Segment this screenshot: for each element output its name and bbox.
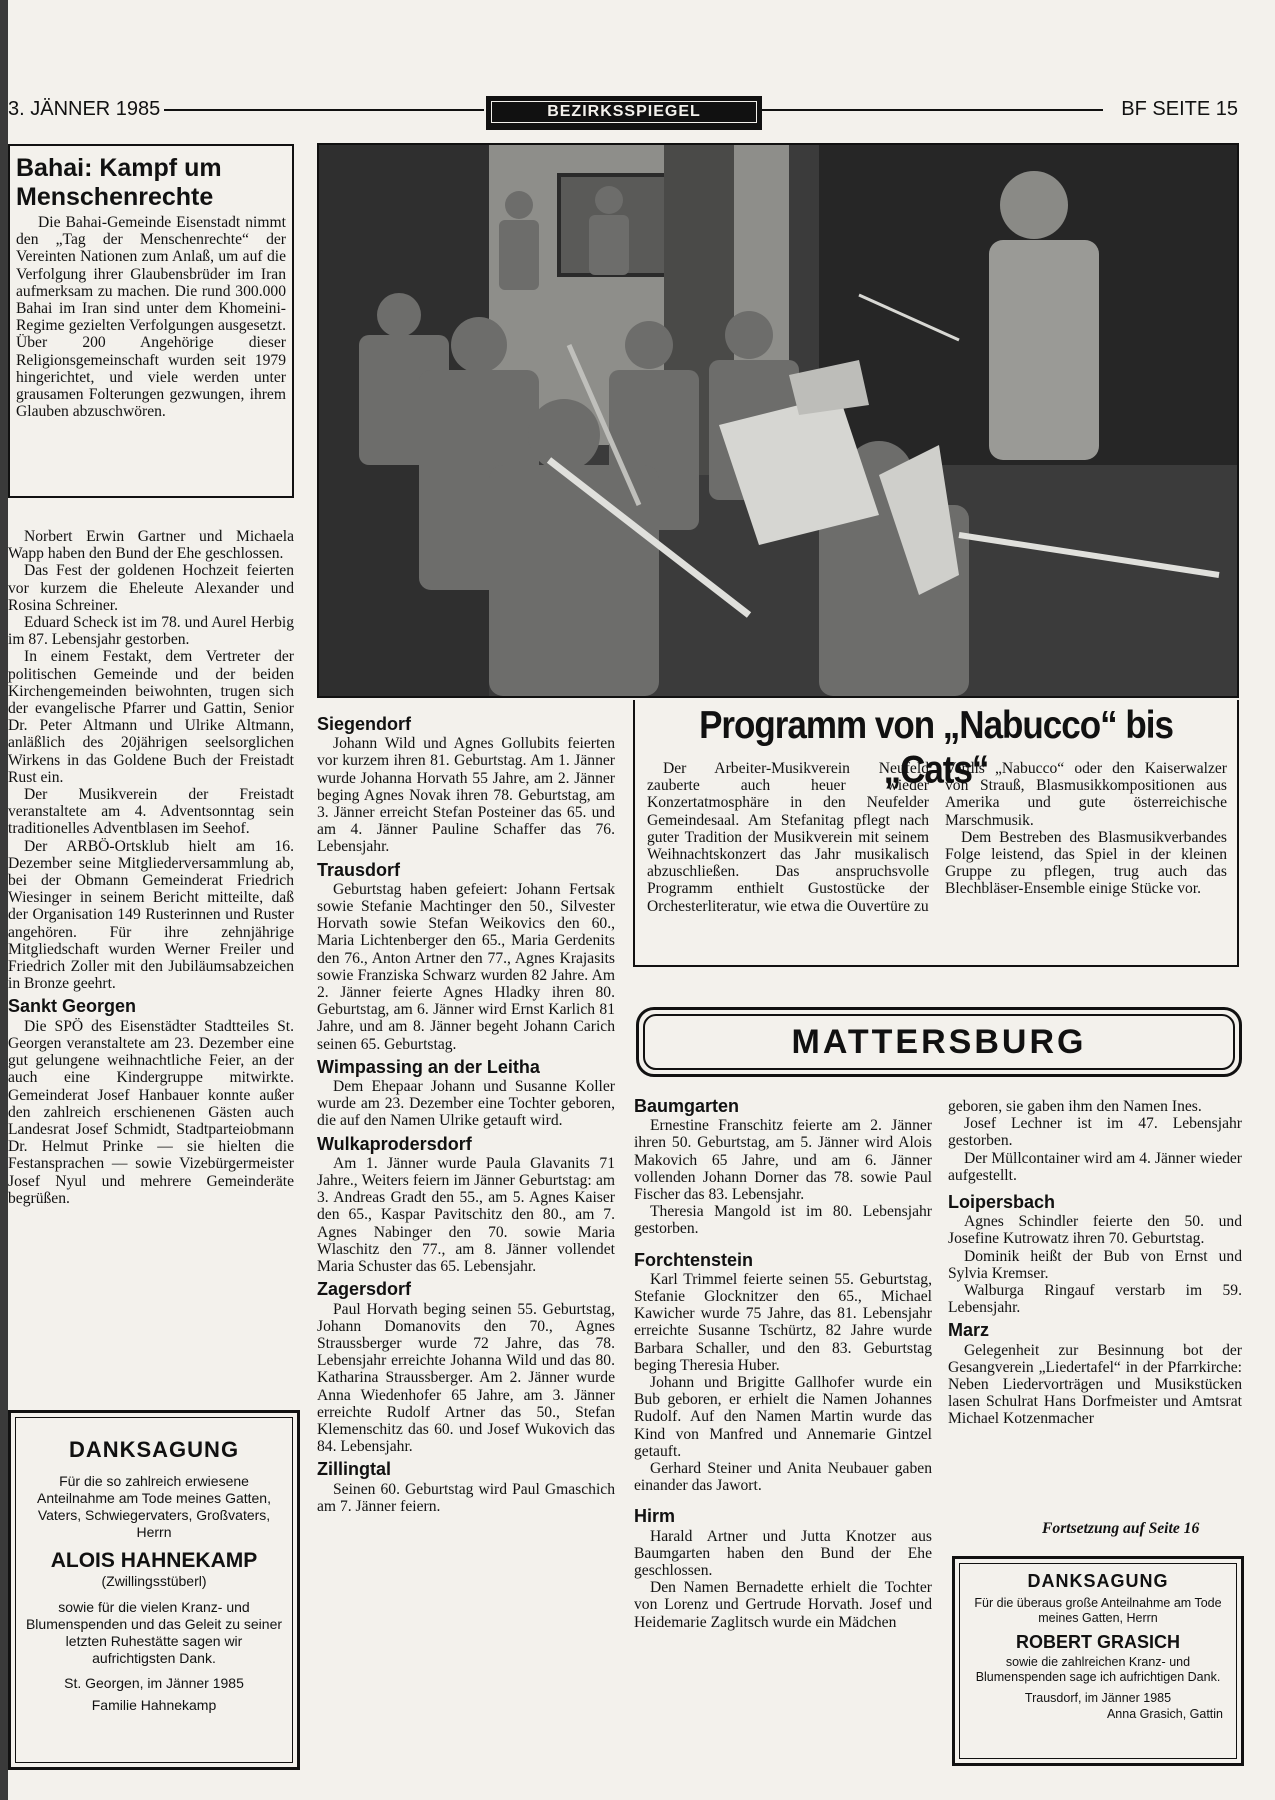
mattersburg-banner — [636, 1007, 1242, 1077]
news-item: Theresia Mangold ist im 80. Lebensjahr gestorben. — [634, 1203, 932, 1238]
danksagung-text: Für die überaus große Anteilnahme am Tode meines Gatten, Herrn — [974, 1596, 1222, 1625]
danksagung-text: Für die so zahlreich erwiesene Anteilnahme am Tode meines Gatten, Vaters, Schwiegervaters, Großvaters, Herrn — [37, 1473, 271, 1540]
news-item: Der Musikverein der Freistadt veranstaltete am 4. Adventsonntag sein traditionelles Adventblasen im Seehof. — [8, 786, 294, 838]
news-item: Josef Lechner ist im 47. Lebensjahr gestorben. — [948, 1115, 1242, 1150]
news-item: Die SPÖ des Eisenstädter Stadtteiles St. Georgen veranstaltete am 23. Dezember eine gut gelungene weihnachtliche Feier, an der auch eine Kindergruppe mitwirkte. Gemeinderat Josef Hanbauer konnte außer den zahlreich erschienenen Gästen auch Landesrat Josef Schmidt, Stadtparteiobmann Dr. Helmut Prinke — sie hielten die Festansprachen — sowie Vizebürgermeister Josef Nyul und mehrere Gemeinderäte begrüßen. — [8, 1017, 294, 1207]
news-item: Seinen 60. Geburtstag wird Paul Gmaschich am 7. Jänner feiern. — [317, 1480, 615, 1515]
section-heading: Loipersbach — [948, 1192, 1056, 1213]
news-item: Harald Artner und Jutta Knotzer aus Baumgarten haben den Bund der Ehe geschlossen. — [634, 1527, 932, 1580]
section-heading: Zillingtal — [317, 1459, 391, 1480]
news-item: Walburga Ringauf verstarb im 59. Lebensjahr. — [948, 1282, 1242, 1317]
news-item: geboren, sie gaben ihm den Namen Ines. — [948, 1098, 1202, 1115]
section-label-box — [486, 96, 762, 130]
nabucco-article — [633, 700, 1239, 967]
nabucco-headline: Programm von „Nabucco“ bis „Cats“ — [699, 703, 1173, 792]
news-item: Dominik heißt der Bub von Ernst und Sylvia Kremser. — [948, 1247, 1242, 1282]
deceased-name: ALOIS HAHNEKAMP — [50, 1549, 258, 1572]
mattersburg-column-1 — [634, 1098, 932, 1631]
middle-column — [317, 716, 615, 1515]
deceased-name: ROBERT GRASICH — [1015, 1632, 1180, 1652]
section-heading: Wulkaprodersdorf — [317, 1133, 472, 1154]
left-column — [8, 528, 294, 1207]
danksagung-title: DANKSAGUNG — [1027, 1571, 1169, 1591]
bahai-body: Die Bahai-Gemeinde Eisenstadt nimmt den „Tag der Menschenrechte“ der Vereinten Nationen zum Anlaß, um auf die Verfolgung ihrer Glaubensbrüder im Iran aufmerksam zu machen. Die rund 300.000 Bahai im Iran sind unter dem Khomeini-Regime gezielten Verfolgungen ausgesetzt. Über 200 Angehörige dieser Religionsgemeinschaft wurden seit 1979 hingerichtet, und viele werden unter grausamen Folterungen gezwungen, ihrem Glauben abzuschwören. — [16, 214, 286, 421]
news-item: Norbert Erwin Gartner und Michaela Wapp haben den Bund der Ehe geschlossen. — [8, 528, 294, 563]
nabucco-col-2 — [945, 760, 1227, 898]
news-item: Gerhard Steiner und Anita Neubauer gaben einander das Jawort. — [634, 1460, 932, 1495]
header-rule-right — [758, 109, 1103, 111]
section-heading: Marz — [948, 1320, 990, 1341]
danksagung-hahnekamp — [8, 1410, 300, 1770]
danksagung-grasich — [952, 1556, 1244, 1766]
news-item: Verdis „Nabucco“ oder den Kaiserwalzer von Strauß, Blasmusikkompositionen aus Amerika und gute österreichische Marschmusik. — [945, 760, 1227, 829]
page-header — [8, 96, 1238, 126]
mattersburg-column-2 — [948, 1098, 1242, 1428]
news-item: Paul Horvath beging seinen 55. Geburtstag, Johann Domanovits den 70., Agnes Straussberger wurde 72 Jahre, das 78. Lebensjahr erreichte Johanna Wild und das 80. Katharina Straussberger. Am 2. Jänner wurde Anna Wiedenhofer 65 Jahre, am 3. Jänner erreichte Rudolf Artner das 50., Stefan Klemenschitz das 60. und Josef Wukovich das 84. Lebensjahr. — [317, 1300, 615, 1456]
section-heading: Zagersdorf — [317, 1279, 412, 1300]
section-heading: Forchtenstein — [634, 1249, 754, 1270]
danksagung-place: St. Georgen, im Jänner 1985 — [64, 1675, 244, 1691]
news-item: Dem Ehepaar Johann und Susanne Koller wurde am 23. Dezember eine Tochter geboren, die auf den Namen Ulrike getauft wird. — [317, 1078, 615, 1130]
news-item: Johann und Brigitte Gallhofer wurde ein Bub geboren, er erhielt die Namen Johannes Rudolf. Auf den Namen Martin wurde das Kind von Manfred und Annemarie Gintzel getauft. — [634, 1374, 932, 1460]
header-rule-left — [164, 109, 484, 111]
bahai-headline: Bahai: Kampf um Menschenrechte — [16, 154, 222, 211]
section-heading: Baumgarten — [634, 1096, 740, 1116]
danksagung-signature: Familie Hahnekamp — [91, 1697, 217, 1713]
news-item: Dem Bestreben des Blasmusikverbandes Folge leistend, das Spiel in der kleinen Gruppe zu pflegen, trug auch das Blechbläser-Ensemble einige Stücke vor. — [945, 828, 1227, 898]
continued-note: Fortsetzung auf Seite 16 — [1042, 1520, 1200, 1537]
news-item: Der Müllcontainer wird am 4. Jänner wieder aufgestellt. — [948, 1149, 1242, 1184]
news-item: Geburtstag haben gefeiert: Johann Fertsak sowie Stefanie Machtinger den 50., Silvester Horvath sowie Stefan Weikovics den 60., Maria Lichtenberger den 65., Maria Gerdenits den 76., Anton Artner den 77., Agnes Krajasits sowie Franziska Schwarz wurden 82 Jahre. Am 2. Jänner feierte Agnes Hladky ihren 80. Geburtstag, am 6. Jänner wird Ernst Karlich 81 Jahre, und am 8. Jänner begeht Johann Carich seinen 65. Geburtstag. — [317, 880, 615, 1053]
page-edge-shadow — [0, 0, 8, 1800]
issue-date: 3. JÄNNER 1985 — [8, 98, 161, 120]
news-item: Karl Trimmel feierte seinen 55. Geburtstag, Stefanie Glocknitzer den 65., Michael Kawicher wurde 75 Jahre, das 81. Lebensjahr erreichte Susanne Tschürtz, 82 Jahre wurde Barbara Schaller, und den 83. Geburtstag beging Theresia Huber. — [634, 1270, 932, 1374]
danksagung-text: sowie für die vielen Kranz- und Blumenspenden und das Geleit zu seiner letzten Ruhestätte sagen wir aufrichtigsten Dank. — [25, 1599, 283, 1666]
news-item: Ernestine Franschitz feierte am 2. Jänner ihren 50. Geburtstag, am 5. Jänner wird Alois Makovich 65 Jahre, und am 6. Jänner vollenden Johann Dorner das 78. sowie Paul Fischer das 83. Lebensjahr. — [634, 1117, 932, 1204]
bahai-article — [8, 144, 294, 498]
page-number: BF SEITE 15 — [1121, 98, 1238, 120]
danksagung-text: sowie die zahlreichen Kranz- und Blumenspenden sage ich aufrichtigen Dank. — [975, 1655, 1221, 1684]
deceased-note: (Zwillingsstüberl) — [101, 1573, 207, 1589]
mattersburg-title: MATTERSBURG — [643, 1014, 1235, 1070]
news-item: Der ARBÖ-Ortsklub hielt am 16. Dezember seine Mitgliederversammlung ab, bei der Obmann Gemeinderat Friedrich Wiesinger in seinem Bericht mitteilte, daß der Organisation 149 Rusterinnen und Ruster angehören. Für ihre zehnjährige Mitgliedschaft wurden Werner Freiler und Friedrich Zoller mit den Jubiläumsabzeichen in Bronze geehrt. — [8, 837, 294, 993]
danksagung-signature: Anna Grasich, Gattin — [1106, 1707, 1223, 1721]
section-label: BEZIRKSSPIEGEL — [491, 101, 757, 123]
news-item: Eduard Scheck ist im 78. und Aurel Herbig im 87. Lebensjahr gestorben. — [8, 614, 294, 649]
section-heading: Hirm — [634, 1506, 676, 1527]
section-heading: Sankt Georgen — [8, 996, 137, 1017]
news-item: Am 1. Jänner wurde Paula Glavanits 71 Jahre., Weiters feiern im Jänner Geburtstag: am 3. Andreas Gradt den 55., am 5. Agnes Kaiser den 65., Kaspar Pavitschitz den 80., am 7. Agnes Nabinger den 70. sowie Maria Wlaschitz den 77., am 8. Jänner vollendet Maria Schuster das 65. Lebensjahr. — [317, 1154, 615, 1276]
section-heading: Wimpassing an der Leitha — [317, 1056, 540, 1077]
orchestra-photo — [317, 143, 1239, 698]
news-item: Gelegenheit zur Besinnung bot der Gesangverein „Liedertafel“ in der Pfarrkirche: Neben Liedervorträgen und Musikstücken lasen Schulrat Hans Dorfmeister und Amtsrat Michael Kotzenmacher — [948, 1341, 1242, 1428]
news-item: Johann Wild und Agnes Gollubits feierten vor kurzem ihren 81. Geburtstag. Am 1. Jänner wurde Johanna Horvath 55 Jahre, am 2. Jänner beging Agnes Novak ihren 78. Geburtstag, am 3. Jänner erreicht Stefan Posteiner das 65. und am 4. Jänner Pauline Schaffer das 76. Lebensjahr. — [317, 735, 615, 856]
danksagung-place: Trausdorf, im Jänner 1985 — [1024, 1691, 1172, 1705]
danksagung-title: DANKSAGUNG — [68, 1437, 240, 1462]
news-item: Das Fest der goldenen Hochzeit feierten vor kurzem die Eheleute Alexander und Rosina Schreiner. — [8, 562, 294, 614]
orchestra-photo-graphic — [319, 145, 1237, 696]
news-item: Agnes Schindler feierte den 50. und Josefine Kutrowatz ihren 70. Geburtstag. — [948, 1213, 1242, 1248]
nabucco-col-1 — [647, 760, 929, 915]
news-item: In einem Festakt, dem Vertreter der politischen Gemeinde und der beiden Kirchengemeinden beiwohnten, trugen sich der evangelische Pfarrer und Gattin, Senior Dr. Peter Altmann und Ulrike Altmann, anläßlich des 20jährigen seelsorglichen Wirkens in das Goldene Buch der Freistadt Rust ein. — [8, 648, 294, 786]
news-item: Der Arbeiter-Musikverein Neufeld zauberte auch heuer wieder Konzertatmosphäre in den Neufelder Gemeindesaal. Am Stefanitag pflegt nach guter Tradition der Musikverein mit seinem Weihnachtskonzert das Jahr musikalisch abzuschließen. Das anspruchsvolle Programm enthielt Gustostücke der Orchesterliteratur, wie etwa die Ouvertüre zu — [647, 760, 929, 915]
section-heading: Siegendorf — [317, 714, 412, 734]
section-heading: Trausdorf — [317, 859, 401, 880]
news-item: Den Namen Bernadette erhielt die Tochter von Lorenz und Gertrude Horvath. Josef und Heidemarie Zaglitsch wurde ein Mädchen — [634, 1579, 932, 1631]
